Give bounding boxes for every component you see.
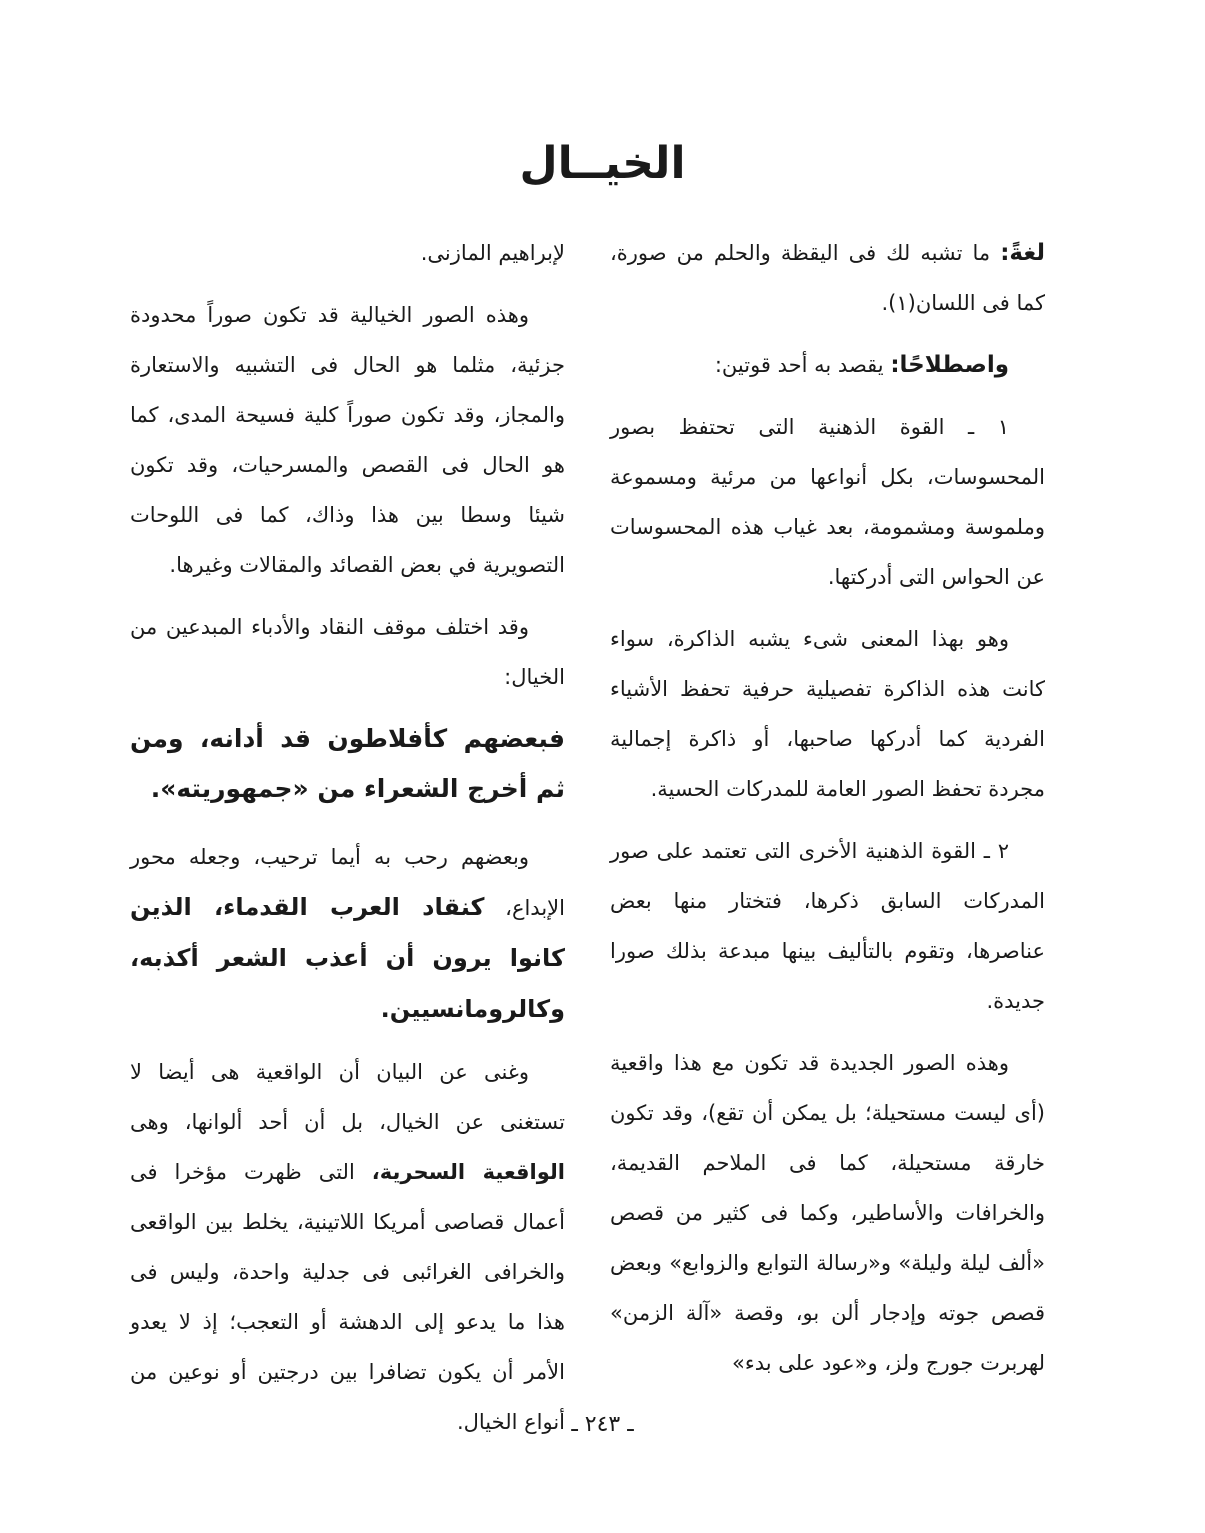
term-text: يقصد به أحد قوتين: <box>714 353 891 377</box>
text-run: وبعضهم رحب به أيما ترحيب، وجعله محور الإبداع، <box>130 845 565 920</box>
term-label: واصطلاحًا: <box>890 352 1009 378</box>
page-title: الخيــال <box>519 138 686 189</box>
left-column <box>130 228 565 1459</box>
definition-term <box>610 340 1045 390</box>
paragraph: ٢ ـ القوة الذهنية الأخرى التى تعتمد على صور المدركات السابق ذكرها، فتختار منها بعض عناصرها، وتقوم بالتأليف بينها مبدعة بذلك صورا جديدة. <box>610 839 1045 1013</box>
paragraph: لإبراهيم المازنى. <box>420 241 565 265</box>
highlighted-paragraph: فبعضهم كأفلاطون قد أدانه، ومن ثم أخرج الشعراء من «جمهوريته». <box>130 724 565 803</box>
paragraph <box>130 832 565 1035</box>
definition-language <box>610 228 1045 328</box>
text-run: وغنى عن البيان أن الواقعية هى أيضا لا تستغنى عن الخيال، بل أن أحد ألوانها، وهى <box>130 1060 565 1134</box>
right-column <box>610 228 1045 1400</box>
paragraph <box>130 1047 565 1447</box>
paragraph: وقد اختلف موقف النقاد والأدباء المبدعين من الخيال: <box>130 615 565 689</box>
paragraph: وهذه الصور الجديدة قد تكون مع هذا واقعية (أى ليست مستحيلة؛ بل يمكن أن تقع)، وقد تكون خارقة مستحيلة، كما فى الملاحم القديمة، والخرافات والأساطير، وكما فى كثير من قصص «ألف ليلة وليلة» و«رسالة التوابع والزوابع» وبعض قصص جوته وإدجار ألن بو، وقصة «آلة الزمن» لهربرت جورج ولز، و«عود على بدء» <box>610 1051 1045 1375</box>
paragraph: ١ ـ القوة الذهنية التى تحتفظ بصور المحسوسات، بكل أنواعها من مرئية ومسموعة وملموسة ومشمومة، بعد غياب هذه المحسوسات عن الحواس التى أدركتها. <box>610 415 1045 589</box>
language-label: لغةً: <box>1000 240 1045 266</box>
language-text: ما تشبه لك فى اليقظة والحلم من صورة، كما فى اللسان(١). <box>610 241 1045 315</box>
text-run: التى ظهرت مؤخرا فى أعمال قصاصى أمريكا اللاتينية، يخلط بين الواقعى والخرافى الغرائبى فى جدلية واحدة، وليس فى هذا ما يدعو إلى الدهشة أو التعجب؛ إذ لا يعدو الأمر أن يكون تضافرا بين درجتين أو نوعين من أنواع الخيال. <box>130 1160 565 1434</box>
paragraph: وهذه الصور الخيالية قد تكون صوراً محدودة جزئية، مثلما هو الحال فى التشبيه والاستعارة والمجاز، وقد تكون صوراً كلية فسيحة المدى، كما هو الحال فى القصص والمسرحيات، وقد تكون شيئا وسطا بين هذا وذاك، كما فى اللوحات التصويرية في بعض القصائد والمقالات وغيرها. <box>130 303 565 577</box>
page-number: ـ ٢٤٣ ـ <box>571 1412 634 1437</box>
bold-text-run: الواقعية السحرية، <box>371 1160 566 1184</box>
paragraph: وهو بهذا المعنى شىء يشبه الذاكرة، سواء كانت هذه الذاكرة تفصيلية حرفية تحفظ الأشياء الفردية كما أدركها صاحبها، أو ذاكرة إجمالية مجردة تحفظ الصور العامة للمدركات الحسية. <box>610 627 1045 801</box>
bold-text-run: كنقاد العرب القدماء، الذين كانوا يرون أن أعذب الشعر أكذبه، وكالرومانسيين. <box>130 893 565 1023</box>
